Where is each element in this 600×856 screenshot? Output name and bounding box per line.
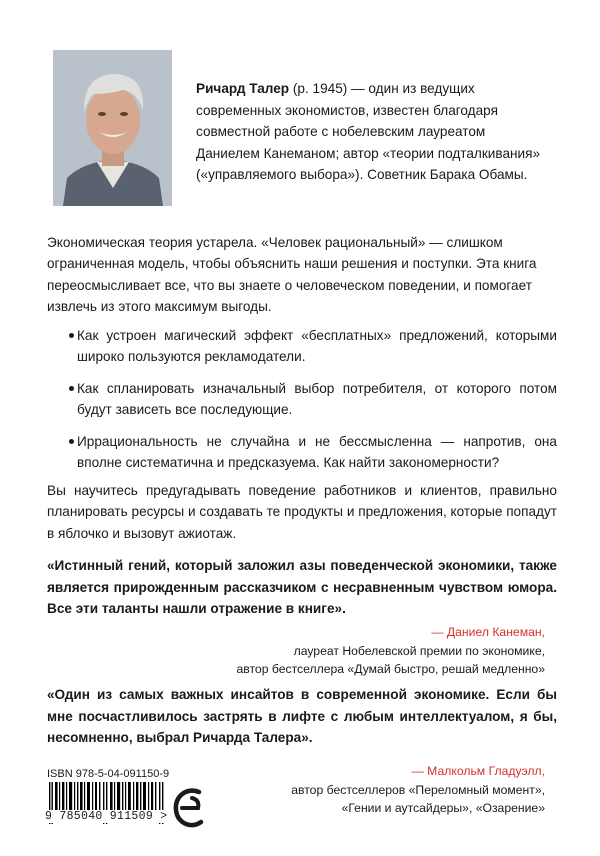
list-item — [47, 325, 557, 368]
book-outcome: Вы научитесь предугадывать поведение работников и клиентов, правильно планировать ресурсы и создавать те продукты и предложения, которые попадут в яблочко и вызовут ажиотаж. — [47, 483, 557, 541]
author-bio-text: (р. 1945) — один из ведущих современных экономистов, известен благодаря совместной работе с нобелевским лауреатом Даниелем Канеманом; автор «теории подталкивания» («управляемого выбора»). Советник Барака Обамы. — [196, 81, 541, 182]
quote-attribution-kahneman — [236, 623, 545, 679]
author-photo — [53, 50, 172, 206]
isbn-label: ISBN 978-5-04-091150-9 — [47, 768, 170, 780]
attribution-line: лауреат Нобелевской премии по экономике, — [293, 643, 545, 658]
list-item-text: Иррациональность не случайна и не бессмысленна — напротив, она вполне систематична и предсказуема. Как найти закономерности? — [77, 433, 557, 471]
bullet-icon — [69, 439, 74, 444]
attribution-name: — Даниел Канеман, — [431, 625, 545, 639]
author-bio — [196, 78, 546, 186]
quote-gladwell: «Один из самых важных инсайтов в современной экономике. Если бы мне посчастливилось застрять в лифте с любым интеллектуалом, я бы, несомненно, выбрал Ричарда Талера». — [47, 687, 557, 746]
attribution-line: автор бестселлеров «Переломный момент», — [291, 782, 545, 797]
attribution-line: автор бестселлера «Думай быстро, решай медленно» — [236, 662, 545, 676]
bullet-icon — [69, 386, 74, 391]
publisher-logo-icon — [172, 786, 206, 830]
author-name: Ричард Талер — [196, 81, 290, 96]
bullet-icon — [69, 333, 74, 338]
attribution-name: — Малкольм Гладуэлл, — [411, 764, 545, 778]
list-item — [47, 378, 557, 421]
benefits-list — [47, 325, 557, 483]
quote-kahneman: «Истинный гений, который заложил азы поведенческой экономики, также является прирожденным рассказчиком с несравненным чувством юмора. Все эти таланты нашли отражение в книге». — [47, 558, 557, 617]
barcode-digits: 9 785040 911509 > — [45, 810, 175, 823]
list-item-text: Как устроен магический эффект «бесплатных» предложений, которыми широко пользуются рекламодатели. — [77, 328, 557, 365]
list-item — [47, 431, 557, 474]
attribution-line: «Гении и аутсайдеры», «Озарение» — [341, 801, 545, 815]
book-intro: Экономическая теория устарела. «Человек рациональный» — слишком ограниченная модель, чтобы объяснить наши решения и поступки. Эта книга переосмысливает все, что вы знаете о человеческом поведении, и помогает извлечь из этого максимум выгоды. — [47, 235, 537, 315]
list-item-text: Как спланировать изначальный выбор потребителя, от которого потом будут зависеть все последующие. — [77, 380, 557, 418]
quote-attribution-gladwell — [291, 762, 545, 818]
